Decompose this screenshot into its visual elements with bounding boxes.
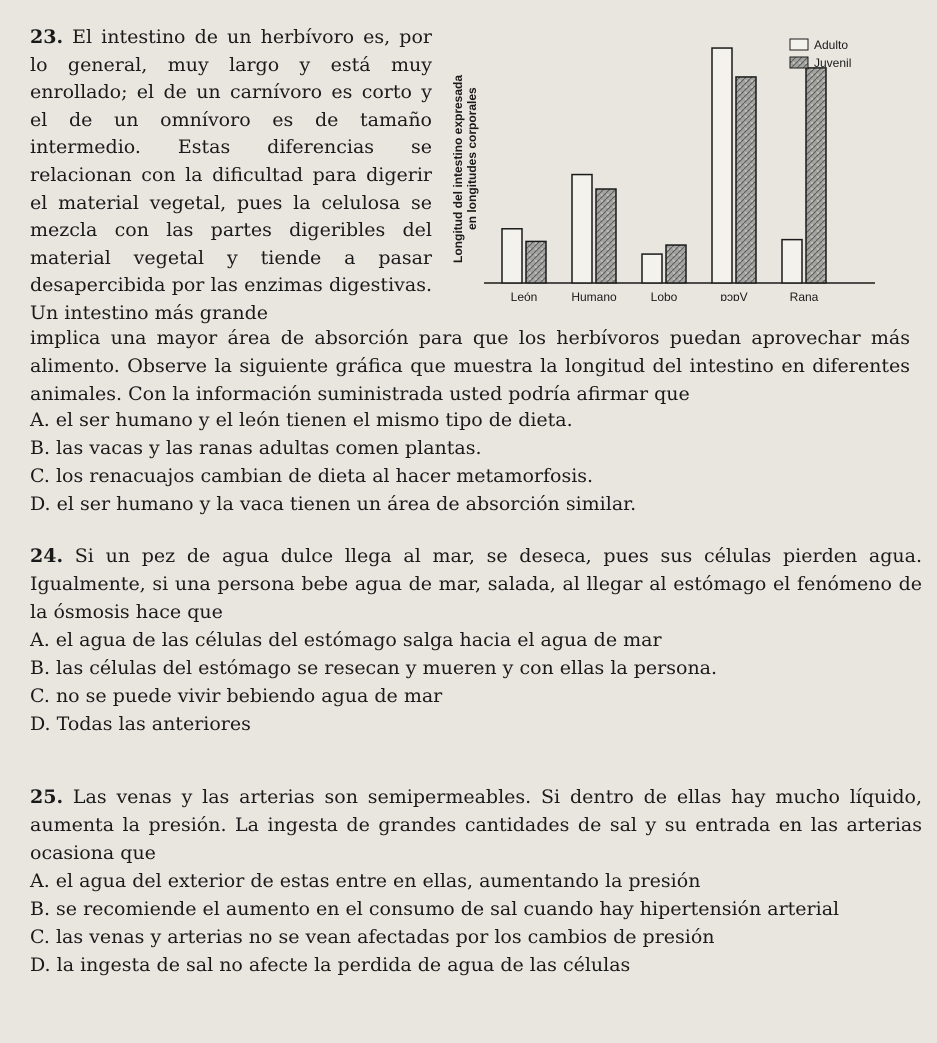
question-23-option-b[interactable]: B. las vacas y las ranas adultas comen plantas. [30,437,482,459]
question-24-option-d[interactable]: D. Todas las anteriores [30,713,251,735]
question-23-options [30,406,910,518]
bar-juvenil-2 [596,189,616,283]
question-23-continuation [30,324,910,408]
question-25-option-b[interactable]: B. se recomiende el aumento en el consumo de sal cuando hay hipertensión arterial [30,898,840,920]
bar-juvenil-4 [736,77,756,283]
question-24-option-a[interactable]: A. el agua de las células del estómago salga hacia el agua de mar [30,629,662,651]
question-24-option-b[interactable]: B. las células del estómago se resecan y mueren y con ellas la persona. [30,657,718,679]
x-tick-label-5: Rana [789,290,819,304]
question-23-option-c[interactable]: C. los renacuajos cambian de dieta al hacer metamorfosis. [30,465,594,487]
question-25-text: Las venas y las arterias son semipermeables. Si dentro de ellas hay mucho líquido, aumenta la presión. La ingesta de grandes cantidades de sal y su entrada en las arterias ocasiona que [30,786,922,864]
question-25-stem [30,783,922,867]
x-tick-label-4: ɒɔɒV [720,290,748,304]
intestine-length-chart [450,25,890,325]
bar-juvenil-5 [806,68,826,283]
legend-label-adulto: Adulto [814,38,849,52]
question-25-number: 25. [30,786,64,808]
x-tick-label-2: Humano [571,290,617,304]
legend-swatch-juvenil [790,57,808,68]
question-25 [30,783,922,979]
bar-adulto-4 [712,48,732,283]
bar-chart-svg [450,25,890,325]
question-25-option-a[interactable]: A. el agua del exterior de estas entre en ellas, aumentando la presión [30,870,701,892]
legend-label-juvenil: Juvenil [814,56,852,70]
question-24-stem [30,542,922,626]
question-23-option-a[interactable]: A. el ser humano y el león tienen el mismo tipo de dieta. [30,409,573,431]
x-tick-label-3: Lobo [650,290,678,304]
question-24 [30,542,922,738]
question-24-text: Si un pez de agua dulce llega al mar, se deseca, pues sus células pierden agua. Igualmente, si una persona bebe agua de mar, salada, al llegar al estómago el fenómeno de la ósmosis hace que [30,545,923,623]
question-23-intro-text: El intestino de un herbívoro es, por lo general, muy largo y está muy enrollado; el de un carnívoro es corto y el de un omnívoro es de tamaño intermedio. Estas diferencias se relacionan con la dificultad para digerir el material vegetal, pues la celulosa se mezcla con las partes digeribles del material vegetal y tiende a pasar desapercibida por las enzimas digestivas. Un intestino más grande [30,26,432,324]
chart-legend [790,38,851,70]
question-23-intro [30,24,432,328]
question-23-number: 23. [30,26,64,48]
bar-juvenil-1 [526,241,546,283]
question-24-number: 24. [30,545,64,567]
question-23-option-d[interactable]: D. el ser humano y la vaca tienen un área de absorción similar. [30,493,637,515]
question-23-continuation-text: implica una mayor área de absorción para que los herbívoros puedan aprovechar más alimento. Observe la siguiente gráfica que muestra la longitud del intestino en diferentes animales. Con la información suministrada usted podría afirmar que [30,327,910,405]
y-axis-label-line-2: en longitudes corporales [465,87,479,230]
bar-juvenil-3 [666,245,686,283]
bar-adulto-1 [502,229,522,283]
question-25-option-d[interactable]: D. la ingesta de sal no afecte la perdida de agua de las células [30,954,631,976]
y-axis-label-line-1: Longitud del intestino expresada [451,74,465,263]
question-24-option-c[interactable]: C. no se puede vivir bebiendo agua de mar [30,685,443,707]
legend-swatch-adulto [790,39,808,50]
bar-adulto-3 [642,254,662,283]
question-25-option-c[interactable]: C. las venas y arterias no se vean afectadas por los cambios de presión [30,926,715,948]
bar-adulto-2 [572,175,592,283]
x-tick-label-1: León [510,290,538,304]
bar-adulto-5 [782,240,802,283]
